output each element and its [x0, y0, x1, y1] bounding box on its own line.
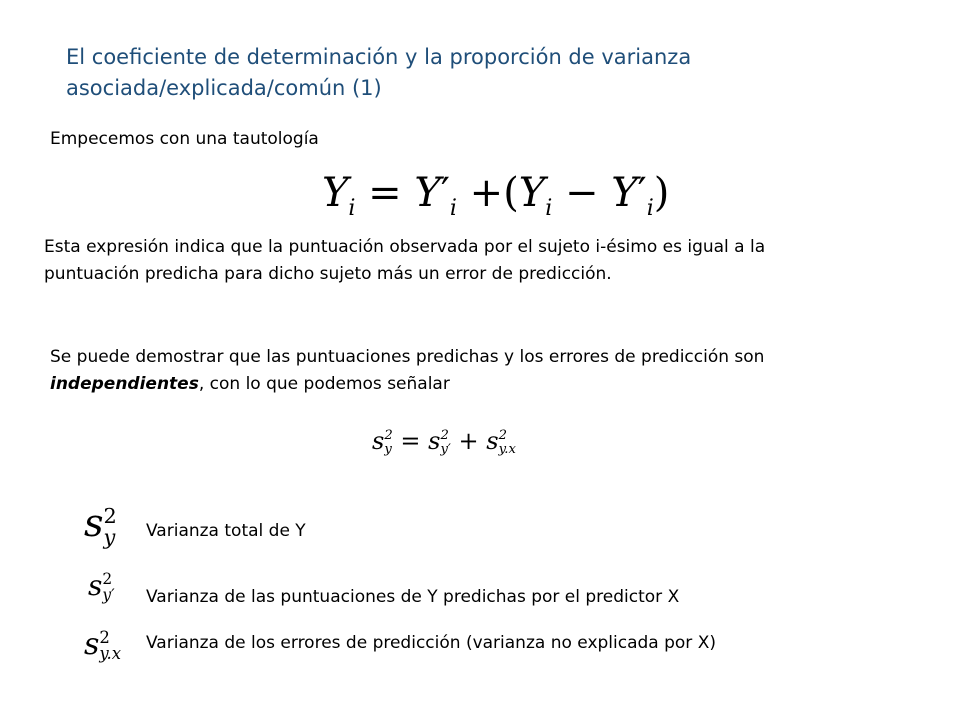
legend-symbol-predicted: s 2 y′ — [88, 569, 115, 604]
legend-label-error: Varianza de los errores de predicción (varianza no explicada por X) — [146, 633, 716, 653]
variance-decomposition-formula: s 2 y = s 2 y′ + s 2 y.x — [372, 427, 516, 457]
explanation-text: Esta expresión indica que la puntuación observada por el sujeto i-ésimo es igual a la puntuación predicha para dicho sujeto más un error de predicción. — [44, 237, 766, 284]
title-line-2: asociada/explicada/común (1) — [66, 76, 382, 100]
legend-label-total: Varianza total de Y — [146, 521, 306, 541]
title-line-1: El coeficiente de determinación y la proporción de varianza — [66, 45, 692, 69]
intro-text: Empecemos con una tautología — [50, 129, 319, 149]
legend-symbol-error: s 2 y.x — [84, 627, 122, 663]
legend-symbol-total: s 2 y — [84, 501, 117, 549]
independence-text: Se puede demostrar que las puntuaciones predichas y los errores de predicción son independientes, con lo que podemos señalar — [50, 347, 765, 394]
legend-label-predicted: Varianza de las puntuaciones de Y predichas por el predictor X — [146, 587, 680, 607]
independence-emphasis: independientes — [50, 374, 199, 394]
slide-title — [66, 42, 886, 104]
tautology-formula: $Y_i = Y'_i +(Y_i - Y'_i)$ — [322, 170, 670, 221]
